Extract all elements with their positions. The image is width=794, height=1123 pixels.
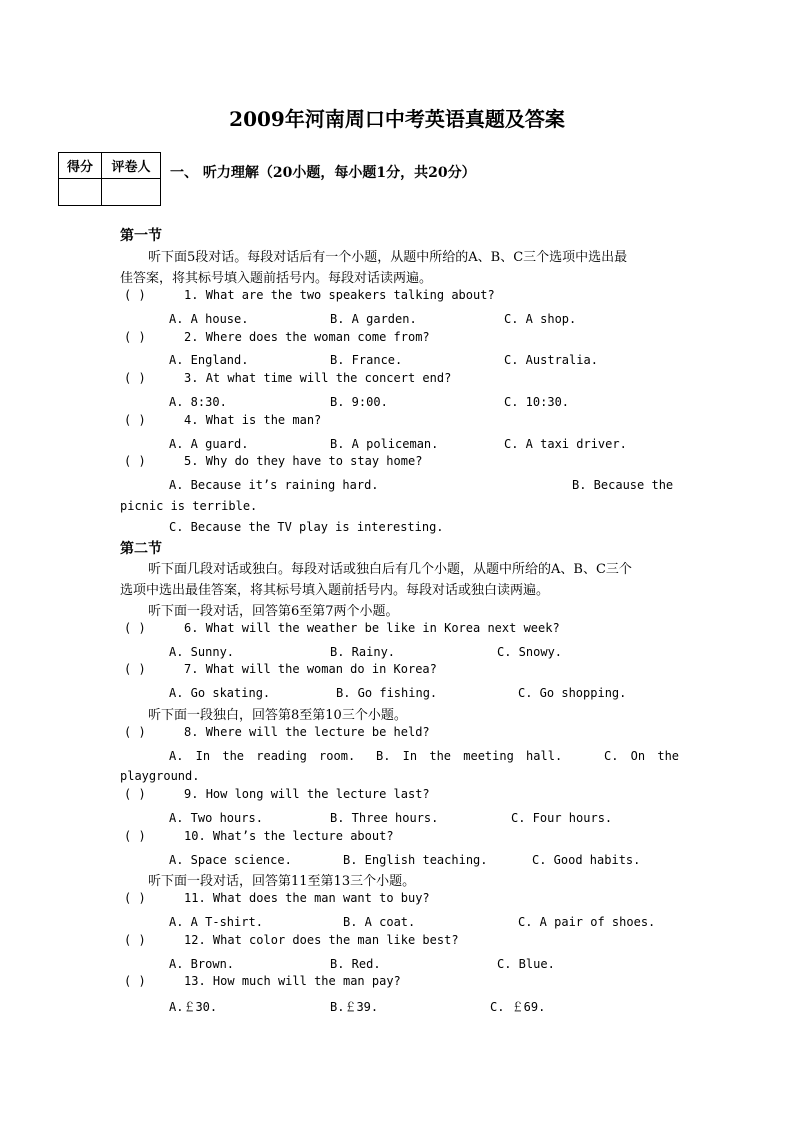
question-5: ( ) 5. Why do they have to stay home? [124, 454, 423, 468]
answer-bracket[interactable]: ( ) [124, 662, 146, 676]
option-b: B. Red. [330, 957, 381, 971]
answer-bracket[interactable]: ( ) [124, 725, 146, 739]
option-c: C. Australia. [504, 353, 598, 367]
option-b: B. Go fishing. [336, 686, 438, 700]
option-b: B. In the meeting hall. [376, 749, 563, 763]
option-c: C. ￡69. [490, 1000, 546, 1014]
grader-header: 评卷人 [102, 153, 161, 179]
part2-instructions-cont: 选项中选出最佳答案，将其标号填入题前括号内。每段对话或独白读两遍。 [120, 583, 550, 598]
option-c: C. Because the TV play is interesting. [169, 520, 444, 534]
grader-cell [102, 179, 161, 206]
part1-heading: 第一节 [120, 228, 162, 244]
option-b: B. A garden. [330, 312, 417, 326]
option-a: A. In the reading room. [169, 749, 356, 763]
score-cell [59, 179, 102, 206]
group-instruction: 听下面一段对话，回答第11至第13三个小题。 [148, 874, 416, 889]
answer-bracket[interactable]: ( ) [124, 288, 146, 302]
option-a: A. A guard. [169, 437, 249, 451]
question-10: ( ) 10. What’s the lecture about? [124, 829, 394, 843]
option-c-continued: playground. [120, 769, 200, 783]
group-instruction: 听下面一段独白，回答第8至第10三个小题。 [148, 708, 407, 723]
question-12: ( ) 12. What color does the man like best? [124, 933, 459, 947]
option-a: A. Sunny. [169, 645, 235, 659]
option-b-continued: picnic is terrible. [120, 499, 258, 513]
option-b: B.￡39. [330, 1000, 379, 1014]
option-a: A. A T-shirt. [169, 915, 263, 929]
option-a: A. Brown. [169, 957, 235, 971]
part2-heading: 第二节 [120, 541, 162, 557]
question-3: ( ) 3. At what time will the concert end? [124, 371, 452, 385]
answer-bracket[interactable]: ( ) [124, 413, 146, 427]
score-header: 得分 [59, 153, 102, 179]
option-b: B. Rainy. [330, 645, 396, 659]
question-13: ( ) 13. How much will the man pay? [124, 974, 401, 988]
option-b: B. Because the [572, 478, 674, 492]
option-c: C. 10:30. [504, 395, 570, 409]
option-b: B. France. [330, 353, 403, 367]
option-b: B. A policeman. [330, 437, 439, 451]
question-8: ( ) 8. Where will the lecture be held? [124, 725, 430, 739]
option-c: C. A shop. [504, 312, 577, 326]
answer-bracket[interactable]: ( ) [124, 829, 146, 843]
part1-instructions: 听下面5段对话。每段对话后有一个小题，从题中所给的A、B、C三个选项中选出最 [148, 250, 628, 265]
answer-bracket[interactable]: ( ) [124, 330, 146, 344]
question-4: ( ) 4. What is the man? [124, 413, 322, 427]
question-6: ( ) 6. What will the weather be like in Korea next week? [124, 621, 560, 635]
score-table [58, 152, 161, 206]
option-a: A. Two hours. [169, 811, 263, 825]
option-a: A. A house. [169, 312, 249, 326]
option-a: A. England. [169, 353, 249, 367]
option-a: A. 8:30. [169, 395, 227, 409]
option-c: C. Good habits. [532, 853, 641, 867]
question-1: ( ) 1. What are the two speakers talking about? [124, 288, 495, 302]
answer-bracket[interactable]: ( ) [124, 454, 146, 468]
option-a: A. Because it’s raining hard. [169, 478, 379, 492]
group-instruction: 听下面一段对话，回答第6至第7两个小题。 [148, 604, 399, 619]
answer-bracket[interactable]: ( ) [124, 933, 146, 947]
question-9: ( ) 9. How long will the lecture last? [124, 787, 430, 801]
option-a: A. Go skating. [169, 686, 271, 700]
answer-bracket[interactable]: ( ) [124, 974, 146, 988]
answer-bracket[interactable]: ( ) [124, 891, 146, 905]
option-c: C. A pair of shoes. [518, 915, 656, 929]
part2-instructions: 听下面几段对话或独白。每段对话或独白后有几个小题，从题中所给的A、B、C三个 [148, 562, 632, 577]
option-b: B. A coat. [343, 915, 416, 929]
question-7: ( ) 7. What will the woman do in Korea? [124, 662, 437, 676]
option-c: C. Go shopping. [518, 686, 627, 700]
option-c: C. Blue. [497, 957, 555, 971]
page-title: 2009年河南周口中考英语真题及答案 [229, 107, 565, 131]
option-b: B. English teaching. [343, 853, 488, 867]
answer-bracket[interactable]: ( ) [124, 621, 146, 635]
option-b: B. 9:00. [330, 395, 388, 409]
part1-instructions-cont: 佳答案，将其标号填入题前括号内。每段对话读两遍。 [120, 271, 433, 286]
answer-bracket[interactable]: ( ) [124, 371, 146, 385]
question-11: ( ) 11. What does the man want to buy? [124, 891, 430, 905]
option-a: A. Space science. [169, 853, 292, 867]
answer-bracket[interactable]: ( ) [124, 787, 146, 801]
question-2: ( ) 2. Where does the woman come from? [124, 330, 430, 344]
section-heading: 一、 听力理解（20小题，每小题1分，共20分） [170, 165, 476, 181]
option-a: A.￡30. [169, 1000, 218, 1014]
option-c: C. Four hours. [511, 811, 613, 825]
option-c: C. A taxi driver. [504, 437, 627, 451]
option-b: B. Three hours. [330, 811, 439, 825]
option-c: C. On the [604, 749, 680, 763]
option-c: C. Snowy. [497, 645, 563, 659]
